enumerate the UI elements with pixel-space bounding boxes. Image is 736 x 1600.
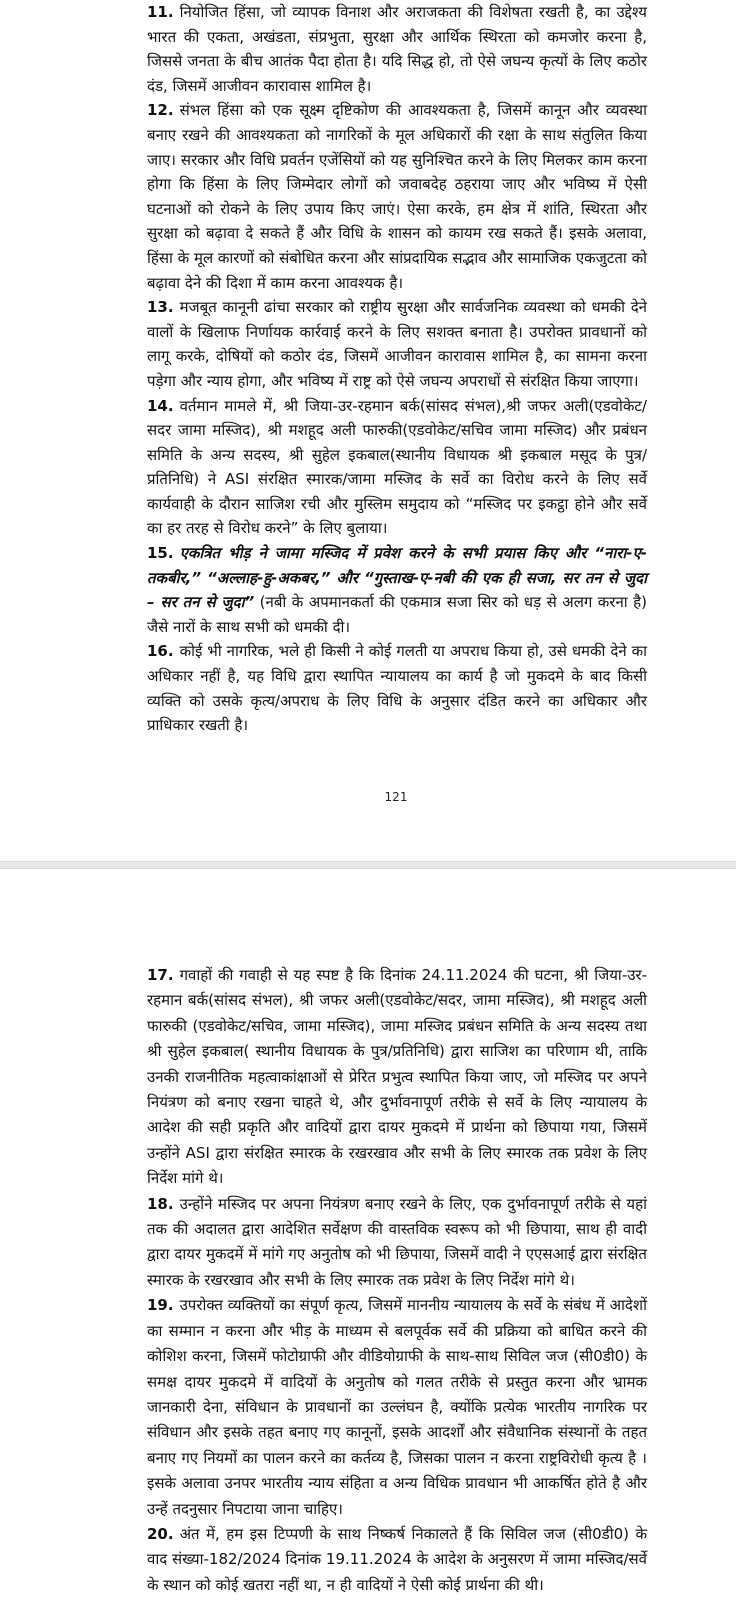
paragraph-11 (147, 0, 647, 98)
paragraph-number: 12. (147, 101, 174, 120)
paragraph-number: 19. (147, 1296, 174, 1315)
paragraph-text: वर्तमान मामले में, श्री जिया-उर-रहमान बर्क(सांसद संभल),श्री जफर अली(एडवोकेट/सदर जामा मस्जिद), श्री मशहूद अली फारुकी(एडवोकेट/सचिव जामा मस्जिद) और प्रबंधन समिति के अन्य सदस्य, श्री सुहेल इकबाल(स्थानीय विधायक श्री इकबाल मसूद के पुत्र/प्रतिनिधि) ने ASI संरक्षित स्मारक/जामा मस्जिद के सर्वे का विरोध करने के लिए सर्वे कार्यवाही के दौरान साजिश रची और मुस्लिम समुदाय को “मस्जिद पर इकट्ठा होने और सर्वे का हर तरह से विरोध करने” के लिए बुलाया। (147, 396, 647, 538)
paragraph-number: 15. (147, 544, 174, 563)
paragraph-number: 14. (147, 396, 174, 415)
paragraph-15 (147, 541, 647, 639)
paragraph-number: 20. (147, 1524, 174, 1543)
paragraph-text: उन्होंने मस्जिद पर अपना नियंत्रण बनाए रखने के लिए, एक दुर्भावनापूर्ण तरीके से यहां तक की अदालत द्वारा आदेशित सर्वेक्षण की वास्तविक स्वरूप को भी छिपाया, साथ ही वादी द्वारा दायर मुकदमें में मांगे गए अनुतोष को भी छिपाया, जिसमें वादी ने एएसआई द्वारा संरक्षित स्मारक के रखरखाव और सभी के लिए स्मारक तक प्रवेश के लिए निर्देश मांगे थे। (147, 1194, 647, 1289)
paragraph-text: (नबी के अपमानकर्ता की एकमात्र सजा सिर को धड़ से अलग करना है) जैसे नारों के साथ सभी को धमकी दी। (147, 593, 647, 636)
paragraph-text: अंत में, हम इस टिप्पणी के साथ निष्कर्ष निकालते हैं कि सिविल जज (सी0डी0) के वाद संख्या-182/2024 दिनांक 19.11.2024 के आदेश के अनुसरण में जामा मस्जिद/सर्वे के स्थान को कोई खतरा नहीं था, न ही वादियों ने ऐसी कोई प्रार्थना की थी। (147, 1524, 647, 1594)
paragraph-number: 11. (147, 3, 174, 21)
paragraph-text: गवाहों की गवाही से यह स्पष्ट है कि दिनांक 24.11.2024 की घटना, श्री जिया-उर-रहमान बर्क(सांसद संभल), श्री जफर अली(एडवोकेट/सदर, जामा मस्जिद), श्री मशहूद अली फारुकी (एडवोकेट/सचिव, जामा मस्जिद), जामा मस्जिद प्रबंधन समिति के अन्य सदस्य तथा श्री सुहेल इकबाल( स्थानीय विधायक के पुत्र/प्रतिनिधि) द्वारा साजिश का परिणाम थी, ताकि उनकी राजनीतिक महत्वाकांक्षाओं से प्रेरित प्रभुत्व स्थापित किया जाए, जो मस्जिद पर अपने नियंत्रण को बनाए रखना चाहते थे, और दुर्भावनापूर्ण तरीके से सर्वे के लिए न्यायालय के आदेश की सही प्रकृति और वादियों द्वारा दायर मुकदमे में प्रार्थना को छिपाया गया, जिसमें उन्होंने ASI द्वारा संरक्षित स्मारक के रखरखाव और सभी के लिए स्मारक तक प्रवेश के लिए निर्देश मांगे थे। (147, 966, 647, 1188)
paragraph-text: कोई भी नागरिक, भले ही किसी ने कोई गलती या अपराध किया हो, उसे धमकी देने का अधिकार नहीं है, यह विधि द्वारा स्थापित न्यायालय का कार्य है जो मुकदमे के बाद किसी व्यक्ति को उसके कृत्य/अपराध के लिए विधि के अनुसार दंडित करने का अधिकार और प्राधिकार रखती है। (147, 642, 647, 735)
paragraph-number: 13. (147, 298, 174, 317)
page-body (147, 0, 647, 738)
paragraph-16 (147, 639, 647, 737)
page-number: 121 (384, 790, 408, 804)
paragraph-14 (147, 394, 647, 542)
paragraph-text: संभल हिंसा को एक सूक्ष्म दृष्टिकोण की आवश्यकता है, जिसमें कानून और व्यवस्था बनाए रखने की आवश्यकता को नागरिकों के मूल अधिकारों की रक्षा के साथ संतुलित किया जाए। सरकार और विधि प्रवर्तन एजेंसियों को यह सुनिश्चित करने के लिए मिलकर काम करना होगा कि हिंसा के लिए जिम्मेदार लोगों को जवाबदेह ठहराया जाए और भविष्य में ऐसी घटनाओं को रोकने के लिए उपाय किए जाएं। ऐसा करके, हम क्षेत्र में शांति, स्थिरता और सुरक्षा को बढ़ावा दे सकते हैं और विधि के शासन को कायम रख सकते हैं। इसके अलावा, हिंसा के मूल कारणों को संबोधित करना और सांप्रदायिक सद्भाव और सामाजिक एकजुटता को बढ़ावा देने की दिशा में काम करना आवश्यक है। (147, 101, 647, 292)
paragraph-text: मजबूत कानूनी ढांचा सरकार को राष्ट्रीय सुरक्षा और सार्वजनिक व्यवस्था को धमकी देने वालों के खिलाफ निर्णायक कार्रवाई करने के लिए सशक्त बनाता है। उपरोक्त प्रावधानों को लागू करके, दोषियों को कठोर दंड, जिसमें आजीवन कारावास शामिल है, का सामना करना पड़ेगा और न्याय होगा, और भविष्य में राष्ट्र को ऐसे जघन्य अपराधों से संरक्षित किया जाएगा। (147, 298, 647, 390)
paragraph-number: 17. (147, 966, 174, 984)
paragraph-12 (147, 98, 647, 295)
document-page-next (0, 868, 736, 1600)
paragraph-text: नियोजित हिंसा, जो व्यापक विनाश और अराजकता की विशेषता रखती है, का उद्देश्य भारत की एकता, अखंडता, संप्रभुता, सुरक्षा और आर्थिक स्थिरता को कमजोर करना है, जिससे जनता के बीच आतंक पैदा होता है। यदि सिद्ध हो, तो ऐसे जघन्य कृत्यों के लिए कठोर दंड, जिसमें आजीवन कारावास शामिल है। (147, 3, 647, 95)
paragraph-text: उपरोक्त व्यक्तियों का संपूर्ण कृत्य, जिसमें माननीय न्यायालय के सर्वे के संबंध में आदेशों का सम्मान न करना और भीड़ के माध्यम से बलपूर्वक सर्वे की प्रक्रिया को बाधित करने की कोशिश करना, जिसमें फोटोग्राफी और वीडियोग्राफी के साथ-साथ सिविल जज (सी0डी0) के समक्ष दायर मुकदमे में वादियों के अनुतोष को गलत तरीके से प्रस्तुत करना और भ्रामक जानकारी देना, संविधान के प्रावधानों का उल्लंघन है, क्योंकि प्रत्येक भारतीय नागरिक पर संविधान और इसके तहत बनाए गए कानूनों, इसके आदर्शों और संवैधानिक संस्थानों के तहत बनाए गए नियमों का पालन करने का कर्तव्य है, जिसका पालन न करना राष्ट्रविरोधी कृत्य है । इसके अलावा उनपर भारतीय न्याय संहिता व अन्य विधिक प्रावधान भी आकर्षित होते है और उन्हें तदनुसार निपटाया जाना चाहिए। (147, 1296, 647, 1518)
paragraph-18 (147, 1192, 647, 1294)
paragraph-13 (147, 295, 647, 393)
paragraph-number: 16. (147, 642, 174, 661)
paragraph-20 (147, 1522, 647, 1598)
paragraph-emphasis: एकत्रित भीड़ ने जामा मस्जिद में प्रवेश करने के सभी प्रयास किए और “नारा-ए-तकबीर,” “अल्लाह-हु-अकबर,” और “गुस्ताख-ए-नबी की एक ही सजा, सर तन से जुदा – सर तन से जुदा” (147, 544, 647, 612)
paragraph-19 (147, 1293, 647, 1522)
paragraph-17 (147, 963, 647, 1192)
paragraph-number: 18. (147, 1194, 174, 1213)
page-body (147, 963, 647, 1598)
